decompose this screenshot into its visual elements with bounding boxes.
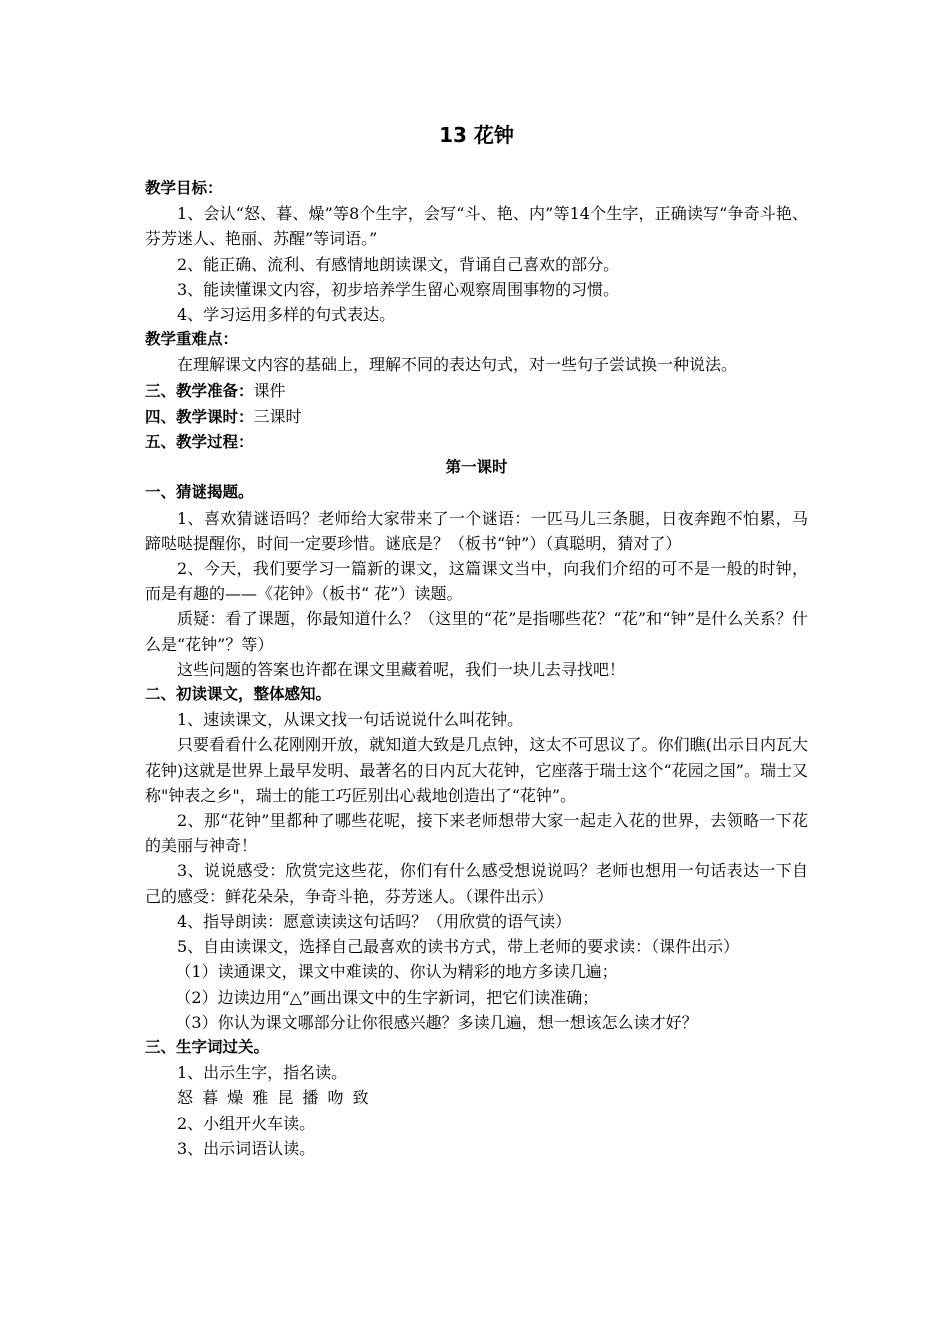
section2-para-3: 2、那“花钟”里都种了哪些花呢，接下来老师想带大家一起走入花的世界，去领略一下花的美丽与神奇！ <box>145 811 808 856</box>
process-heading: 五、教学过程： <box>145 433 254 452</box>
lesson-title: 第一课时 <box>445 458 508 477</box>
hours-value: 三课时 <box>253 406 302 426</box>
goal-item-4: 4、学习运用多样的句式表达。 <box>177 305 396 325</box>
keypoints-text: 在理解课文内容的基础上，理解不同的表达句式，对一些句子尝试换一种说法。 <box>177 355 738 375</box>
document-page <box>145 120 808 1161</box>
section2-para-6: 5、自由读课文，选择自己最喜欢的读书方式，带上老师的要求读：（课件出示） <box>177 937 740 957</box>
hours-line <box>145 404 808 430</box>
goal-item-2: 2、能正确、流利、有感情地朗读课文，背诵自己喜欢的部分。 <box>177 254 620 274</box>
section3-heading: 三、生字词过关。 <box>145 1037 270 1056</box>
section2-sub-2: （2）边读边用“△”画出课文中的生字新词，把它们读准确； <box>175 987 599 1007</box>
section2-para-1: 1、速读课文，从课文找一句话说说什么叫花钟。 <box>177 710 524 730</box>
section3-para-1: 1、出示生字，指名读。 <box>177 1063 348 1083</box>
goal-item-3: 3、能读懂课文内容，初步培养学生留心观察周围事物的习惯。 <box>177 279 620 299</box>
goal-item-1: 1、会认“怒、暮、燥”等8个生字，会写“斗、艳、内”等14个生字，正确读写“争奇斗艳、芬芳迷人、艳丽、苏醒”等词语。” <box>145 204 808 249</box>
prep-label: 三、教学准备： <box>145 381 254 400</box>
section1-para-3: 质疑：看了课题，你最知道什么？（这里的“花”是指哪些花？“花”和“钟”是什么关系？什么是“花钟”？等） <box>145 609 808 654</box>
section3-para-3: 3、出示词语认读。 <box>177 1138 316 1158</box>
prep-value: 课件 <box>253 380 286 400</box>
section1-para-1: 1、喜欢猜谜语吗？老师给大家带来了一个谜语：一匹马儿三条腿，日夜奔跑不怕累，马蹄哒哒提醒你，时间一定要珍惜。谜底是？（板书“钟”）（真聪明，猜对了） <box>145 508 808 553</box>
section3-para-2: 2、小组开火车读。 <box>177 1113 316 1133</box>
hours-label: 四、教学课时： <box>145 407 254 426</box>
section2-sub-3: （3）你认为课文哪部分让你很感兴趣？多读几遍，想一想该怎么读才好？ <box>175 1012 698 1032</box>
section1-para-4: 这些问题的答案也许都在课文里藏着呢，我们一块儿去寻找吧！ <box>177 659 626 679</box>
document-title: 13 花钟 <box>439 123 514 147</box>
section1-para-2: 2、今天，我们要学习一篇新的课文，这篇课文当中，向我们介绍的可不是一般的时钟，而是有趣的——《花钟》（板书“ 花”）读题。 <box>145 559 808 604</box>
section2-sub-1: （1）读通课文，课文中难读的、你认为精彩的地方多读几遍； <box>175 962 618 982</box>
section2-para-2: 只要看看什么花刚刚开放，就知道大致是几点钟，这太不可思议了。你们瞧(出示日内瓦大花钟)这就是世界上最早发明、最著名的日内瓦大花钟，它座落于瑞士这个“花园之国”。瑞士又称"钟表之乡"，瑞士的能工巧匠别出心裁地创造出了“花钟”。 <box>145 735 808 805</box>
keypoints-heading: 教学重难点： <box>145 330 239 349</box>
section1-heading: 一、猜谜揭题。 <box>145 483 254 502</box>
section2-heading: 二、初读课文，整体感知。 <box>145 685 332 704</box>
section2-para-4: 3、说说感受：欣赏完这些花，你们有什么感受想说说吗？老师也想用一句话表达一下自己的感受：鲜花朵朵，争奇斗艳，芬芳迷人。（课件出示） <box>145 861 808 906</box>
section3-char-list: 怒 暮 燥 雅 昆 播 吻 致 <box>177 1088 371 1108</box>
section2-para-5: 4、指导朗读：愿意读读这句话吗？（用欣赏的语气读） <box>177 911 572 931</box>
goals-heading: 教学目标： <box>145 179 223 197</box>
prep-line <box>145 378 808 404</box>
